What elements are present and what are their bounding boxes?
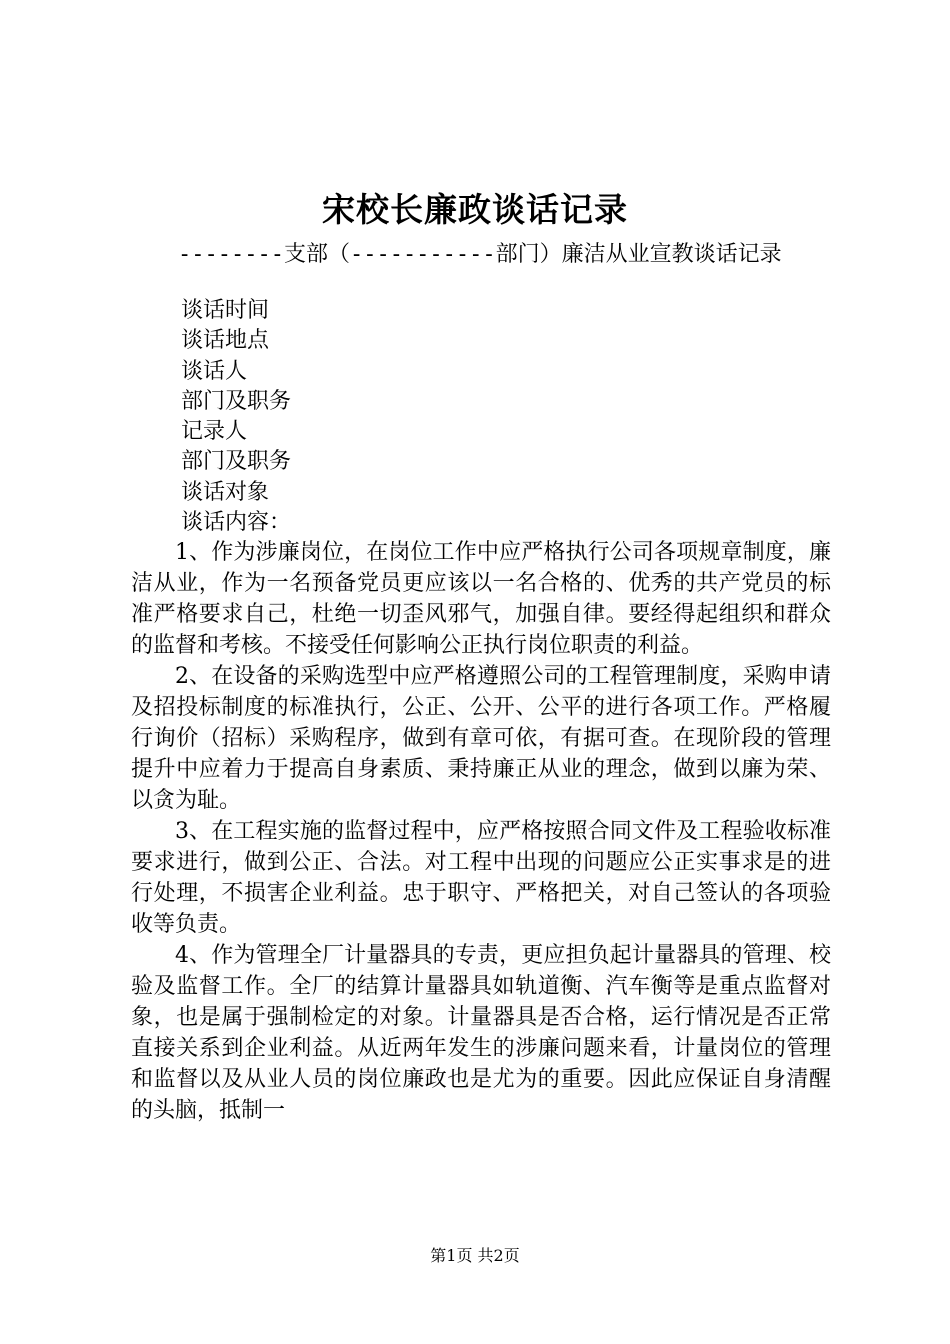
field-talk-content: 谈话内容：: [181, 510, 292, 536]
field-talker: 谈话人: [181, 358, 248, 384]
document-body: [131, 537, 831, 1126]
field-recorder: 记录人: [181, 419, 248, 445]
body-paragraph: 2、在设备的采购选型中应严格遵照公司的工程管理制度，采购申请及招投标制度的标准执行，公正、公开、公平的进行各项工作。严格履行询价（招标）采购程序，做到有章可依，有据可查。在现阶段的管理提升中应着力于提高自身素质、秉持廉正从业的理念，做到以廉为荣、以贪为耻。: [131, 664, 831, 813]
field-talk-time: 谈话时间: [181, 298, 270, 323]
page-footer: 第1页 共2页: [430, 1246, 520, 1265]
field-department-position-2: 部门及职务: [181, 449, 292, 475]
body-paragraph: 4、作为管理全厂计量器具的专责，更应担负起计量器具的管理、校验及监督工作。全厂的结算计量器具如轨道衡、汽车衡等是重点监督对象，也是属于强制检定的对象。计量器具是否合格，运行情况是否正常直接关系到企业利益。从近两年发生的涉廉问题来看，计量岗位的管理和监督以及从业人员的岗位廉政也是尤为的重要。因此应保证自身清醒的头脑，抵制一: [131, 943, 831, 1123]
document-subtitle: --------支部（-----------部门）廉洁从业宣教谈话记录: [178, 242, 782, 267]
field-talk-location: 谈话地点: [181, 328, 270, 354]
field-department-position: 部门及职务: [181, 388, 292, 414]
record-fields: [181, 296, 681, 538]
field-talk-target: 谈话对象: [181, 479, 270, 505]
body-paragraph: 1、作为涉廉岗位，在岗位工作中应严格执行公司各项规章制度，廉洁从业，作为一名预备党员更应该以一名合格的、优秀的共产党员的标准严格要求自己，杜绝一切歪风邪气，加强自律。要经得起组织和群众的监督和考核。不接受任何影响公正执行岗位职责的利益。: [131, 540, 831, 658]
body-paragraph: 3、在工程实施的监督过程中，应严格按照合同文件及工程验收标准要求进行，做到公正、合法。对工程中出现的问题应公正实事求是的进行处理，不损害企业利益。忠于职守、严格把关，对自己签认的各项验收等负责。: [131, 819, 831, 937]
document-title: 宋校长廉政谈话记录: [322, 190, 628, 229]
